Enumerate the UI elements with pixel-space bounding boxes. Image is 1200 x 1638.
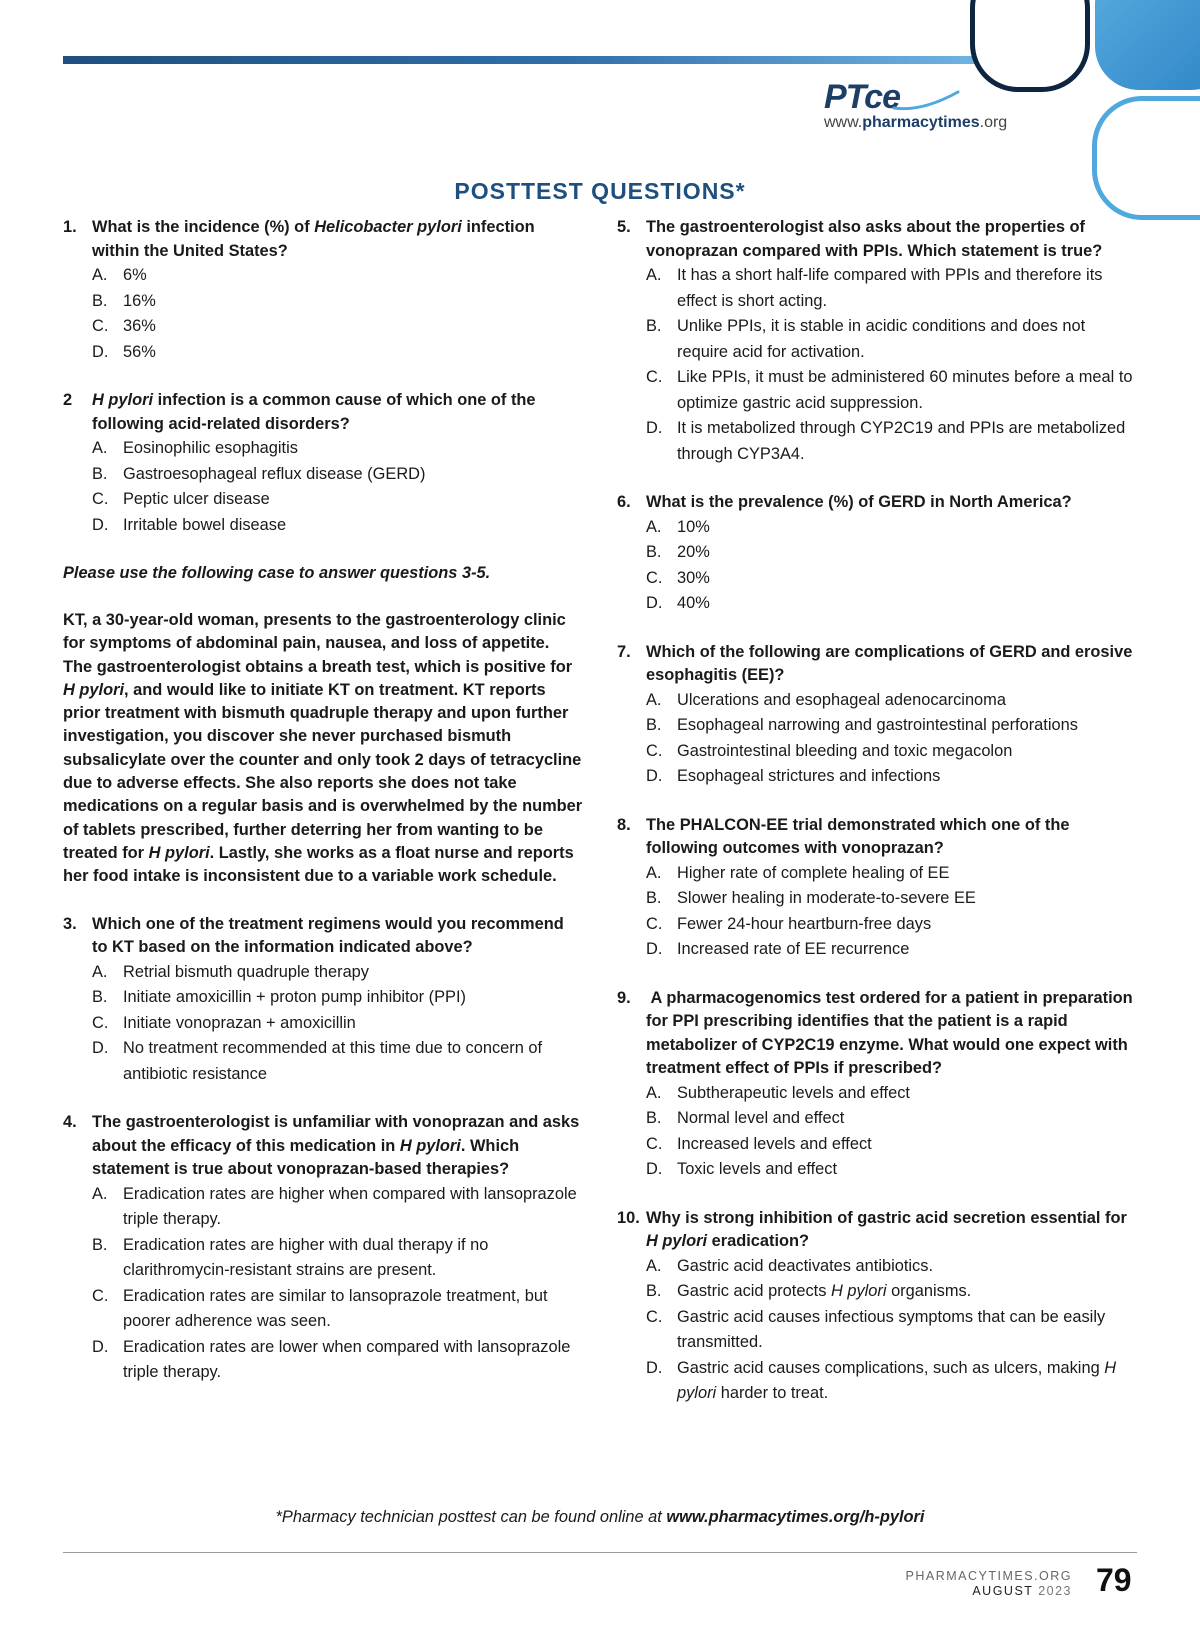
question-text: What is the incidence (%) of Helicobacter pylori infection within the United States? — [92, 218, 535, 260]
answer-options — [617, 1081, 1137, 1183]
option-text: Initiate vonoprazan + amoxicillin — [123, 1013, 356, 1032]
option-text: Normal level and effect — [677, 1109, 845, 1127]
option-letter: C. — [646, 568, 663, 587]
option-letter: D. — [646, 1160, 663, 1178]
answer-option — [646, 739, 1137, 765]
question-stem — [63, 913, 583, 960]
option-letter: A. — [646, 690, 662, 709]
option-letter: D. — [92, 515, 109, 534]
option-text: Eradication rates are similar to lansoprazole treatment, but poorer adherence was seen. — [123, 1286, 548, 1331]
question-stem — [617, 491, 1137, 515]
option-text: 56% — [123, 342, 156, 361]
footer-site: PHARMACYTIMES.ORG — [905, 1569, 1072, 1583]
question-3 — [63, 913, 583, 1088]
footnote: *Pharmacy technician posttest can be found online at www.pharmacytimes.org/h-pylori — [275, 1508, 925, 1526]
answer-options — [617, 515, 1137, 617]
option-text: Unlike PPIs, it is stable in acidic conditions and does not require acid for activation. — [677, 317, 1086, 361]
option-letter: A. — [92, 266, 108, 284]
question-number: 7. — [617, 642, 631, 661]
question-number: 3. — [63, 914, 77, 933]
option-letter: D. — [646, 594, 663, 612]
answer-option — [646, 937, 1137, 963]
option-text: Eosinophilic esophagitis — [123, 439, 298, 457]
option-letter: B. — [646, 1282, 662, 1300]
option-letter: B. — [646, 1109, 662, 1127]
option-text: Ulcerations and esophageal adenocarcinoma — [677, 690, 1006, 709]
question-text: The gastroenterologist also asks about the properties of vonoprazan compared with PPIs. Which statement is true? — [646, 218, 1103, 260]
option-text: Eradication rates are higher when compared with lansoprazole triple therapy. — [123, 1184, 577, 1229]
option-letter: C. — [646, 914, 663, 933]
answer-option — [646, 688, 1137, 714]
page-title: POSTTEST QUESTIONS* — [454, 178, 746, 204]
logo-swoosh-icon — [892, 86, 962, 114]
question-5 — [617, 216, 1137, 467]
option-text: 20% — [677, 543, 710, 561]
option-letter: C. — [92, 317, 109, 335]
question-stem — [63, 216, 583, 263]
answer-option — [646, 764, 1137, 790]
option-text: Toxic levels and effect — [677, 1160, 838, 1178]
question-10 — [617, 1207, 1137, 1407]
option-text: 10% — [677, 517, 710, 536]
option-letter: D. — [646, 767, 663, 785]
answer-option — [646, 1356, 1137, 1407]
footer-rule — [63, 1552, 1137, 1553]
answer-option — [646, 416, 1137, 467]
answer-option — [92, 1284, 583, 1335]
option-text: Irritable bowel disease — [123, 515, 287, 534]
answer-option — [92, 513, 583, 539]
option-letter: C. — [646, 741, 663, 760]
option-letter: D. — [92, 1337, 109, 1356]
question-stem — [617, 814, 1137, 861]
answer-option — [92, 340, 583, 366]
answer-option — [646, 861, 1137, 887]
option-text: Gastrointestinal bleeding and toxic megacolon — [677, 741, 1013, 760]
answer-option — [92, 985, 583, 1011]
question-text: The gastroenterologist is unfamiliar with vonoprazan and asks about the efficacy of this medication in H pylori. Which statement is true about vonoprazan-based therapies? — [92, 1113, 580, 1179]
option-letter: A. — [646, 863, 662, 882]
answer-option — [646, 1132, 1137, 1158]
answer-option — [646, 365, 1137, 416]
answer-option — [646, 1305, 1137, 1356]
answer-option — [646, 1157, 1137, 1183]
option-text: No treatment recommended at this time due to concern of antibiotic resistance — [123, 1039, 543, 1083]
right-column — [617, 216, 1137, 1431]
option-text: Esophageal strictures and infections — [677, 767, 941, 785]
answer-option — [646, 713, 1137, 739]
footer-meta — [906, 1569, 1073, 1599]
option-letter: C. — [646, 1307, 663, 1326]
answer-option — [92, 1233, 583, 1284]
question-stem — [617, 641, 1137, 688]
option-letter: B. — [646, 543, 662, 561]
question-stem — [617, 1207, 1137, 1254]
option-text: 30% — [677, 568, 710, 587]
question-stem — [617, 987, 1137, 1081]
question-text: What is the prevalence (%) of GERD in North America? — [646, 493, 1072, 511]
answer-option — [646, 1106, 1137, 1132]
answer-option — [92, 263, 583, 289]
option-letter: C. — [646, 368, 663, 386]
option-letter: D. — [646, 1358, 663, 1377]
question-2 — [63, 389, 583, 538]
option-text: Like PPIs, it must be administered 60 minutes before a meal to optimize gastric acid suppression. — [677, 368, 1133, 412]
answer-option — [646, 591, 1137, 617]
question-stem — [63, 1111, 583, 1182]
answer-options — [617, 1254, 1137, 1407]
question-text: Which of the following are complications of GERD and erosive esophagitis (EE)? — [646, 642, 1133, 684]
answer-option — [92, 960, 583, 986]
option-letter: A. — [92, 1184, 108, 1203]
question-8 — [617, 814, 1137, 963]
option-text: Peptic ulcer disease — [123, 490, 270, 508]
question-text: Which one of the treatment regimens would you recommend to KT based on the information indicated above? — [92, 914, 564, 957]
ptce-logo — [822, 78, 1032, 134]
option-text: 6% — [123, 266, 147, 284]
option-letter: A. — [646, 266, 662, 284]
option-letter: B. — [646, 889, 662, 907]
question-number: 4. — [63, 1113, 77, 1132]
question-number: 9. — [617, 988, 631, 1007]
page-number: 79 — [1096, 1562, 1132, 1598]
question-number: 8. — [617, 815, 631, 834]
answer-option — [646, 515, 1137, 541]
option-text: Eradication rates are lower when compared with lansoprazole triple therapy. — [123, 1337, 571, 1382]
option-letter: C. — [92, 490, 109, 508]
answer-option — [92, 1335, 583, 1386]
question-1 — [63, 216, 583, 365]
option-text: 16% — [123, 291, 156, 310]
option-letter: B. — [92, 988, 108, 1007]
answer-option — [92, 314, 583, 340]
option-text: Gastric acid deactivates antibiotics. — [677, 1256, 933, 1275]
answer-option — [646, 566, 1137, 592]
option-text: Gastroesophageal reflux disease (GERD) — [123, 464, 426, 483]
option-letter: C. — [92, 1013, 109, 1032]
option-letter: B. — [92, 1235, 108, 1254]
footnote-link[interactable]: www.pharmacytimes.org/h-pylori — [666, 1508, 925, 1526]
option-text: It has a short half-life compared with PPIs and therefore its effect is short acting. — [677, 266, 1103, 310]
answer-option — [646, 1279, 1137, 1305]
case-instruction: Please use the following case to answer questions 3-5. — [63, 564, 491, 582]
question-number: 5. — [617, 218, 631, 236]
option-letter: D. — [646, 940, 663, 958]
option-letter: D. — [92, 1039, 109, 1058]
question-number: 10. — [617, 1208, 640, 1227]
answer-option — [646, 263, 1137, 314]
question-number: 6. — [617, 493, 631, 511]
decorative-blue-shape — [1095, 0, 1200, 90]
option-text: Retrial bismuth quadruple therapy — [123, 962, 369, 981]
question-text: Why is strong inhibition of gastric acid secretion essential for H pylori eradication? — [646, 1208, 1127, 1250]
answer-option — [646, 1254, 1137, 1280]
answer-options — [63, 263, 583, 365]
option-letter: B. — [646, 317, 662, 335]
footer-issue: AUGUST 2023 — [972, 1584, 1072, 1598]
question-text: H pylori infection is a common cause of which one of the following acid-related disorders? — [92, 391, 536, 433]
question-text: The PHALCON-EE trial demonstrated which one of the following outcomes with vonoprazan? — [646, 815, 1070, 857]
option-text: Gastric acid protects H pylori organisms. — [677, 1282, 972, 1300]
option-letter: A. — [646, 517, 662, 536]
answer-options — [617, 861, 1137, 963]
option-text: 36% — [123, 317, 156, 335]
option-letter: C. — [646, 1134, 663, 1153]
option-letter: A. — [646, 1083, 662, 1102]
option-letter: B. — [92, 464, 108, 483]
answer-option — [646, 912, 1137, 938]
answer-option — [646, 540, 1137, 566]
option-letter: A. — [92, 962, 108, 981]
option-letter: D. — [646, 419, 663, 437]
option-text: Esophageal narrowing and gastrointestinal perforations — [677, 716, 1078, 734]
question-9 — [617, 987, 1137, 1183]
answer-option — [646, 886, 1137, 912]
question-stem — [63, 389, 583, 436]
option-letter: A. — [92, 439, 108, 457]
option-text: 40% — [677, 594, 710, 612]
option-text: Increased rate of EE recurrence — [677, 940, 910, 958]
case-description: KT, a 30-year-old woman, presents to the gastroenterology clinic for symptoms of abdominal pain, nausea, and loss of appetite. The gastroenterologist obtains a breath test, which is positive for H pylori, and would like to initiate KT on treatment. KT reports prior treatment with bismuth quadruple therapy and upon further investigation, you discover she never purchased bismuth subsalicylate over the counter and only took 2 days of tetracycline due to adverse effects. She also reports she does not take medications on a regular basis and is overwhelmed by the number of tablets prescribed, further deterring her from wanting to be treated for H pylori. Lastly, she works as a float nurse and reports her food intake is inconsistent due to a variable work schedule. — [63, 611, 583, 886]
answer-option — [92, 487, 583, 513]
question-number: 2 — [63, 391, 73, 409]
option-text: Eradication rates are higher with dual therapy if no clarithromycin-resistant strains are present. — [123, 1235, 489, 1280]
option-text: Gastric acid causes complications, such as ulcers, making H pylori harder to treat. — [677, 1358, 1117, 1402]
answer-option — [92, 1036, 583, 1087]
logo-url: www.pharmacytimes.org — [824, 114, 1008, 131]
option-text: It is metabolized through CYP2C19 and PPIs are metabolized through CYP3A4. — [677, 419, 1126, 463]
option-text: Increased levels and effect — [677, 1134, 872, 1153]
option-letter: C. — [92, 1286, 109, 1305]
logo-wordmark: PTce — [824, 78, 901, 116]
question-6 — [617, 491, 1137, 617]
option-text: Higher rate of complete healing of EE — [677, 863, 950, 882]
answer-options — [63, 436, 583, 538]
answer-option — [92, 436, 583, 462]
answer-option — [92, 1011, 583, 1037]
answer-option — [646, 314, 1137, 365]
answer-option — [92, 289, 583, 315]
option-letter: B. — [646, 716, 662, 734]
question-4 — [63, 1111, 583, 1386]
answer-options — [63, 1182, 583, 1386]
answer-option — [92, 1182, 583, 1233]
left-column — [63, 216, 583, 1410]
option-text: Subtherapeutic levels and effect — [677, 1083, 910, 1102]
option-letter: A. — [646, 1256, 662, 1275]
question-7 — [617, 641, 1137, 790]
header-rule — [63, 56, 975, 64]
option-text: Fewer 24-hour heartburn-free days — [677, 914, 932, 933]
answer-options — [617, 263, 1137, 467]
option-letter: D. — [92, 342, 109, 361]
answer-options — [63, 960, 583, 1088]
option-letter: B. — [92, 291, 108, 310]
question-text: A pharmacogenomics test ordered for a patient in preparation for PPI prescribing identifies that the patient is a rapid metabolizer of CYP2C19 enzyme. What would one expect with treatment effect of PPIs if prescribed? — [646, 988, 1133, 1077]
question-stem — [617, 216, 1137, 263]
option-text: Initiate amoxicillin + proton pump inhibitor (PPI) — [123, 988, 466, 1007]
option-text: Slower healing in moderate-to-severe EE — [677, 889, 976, 907]
answer-options — [617, 688, 1137, 790]
answer-option — [646, 1081, 1137, 1107]
option-text: Gastric acid causes infectious symptoms that can be easily transmitted. — [677, 1307, 1106, 1351]
answer-option — [92, 462, 583, 488]
question-number: 1. — [63, 218, 77, 236]
